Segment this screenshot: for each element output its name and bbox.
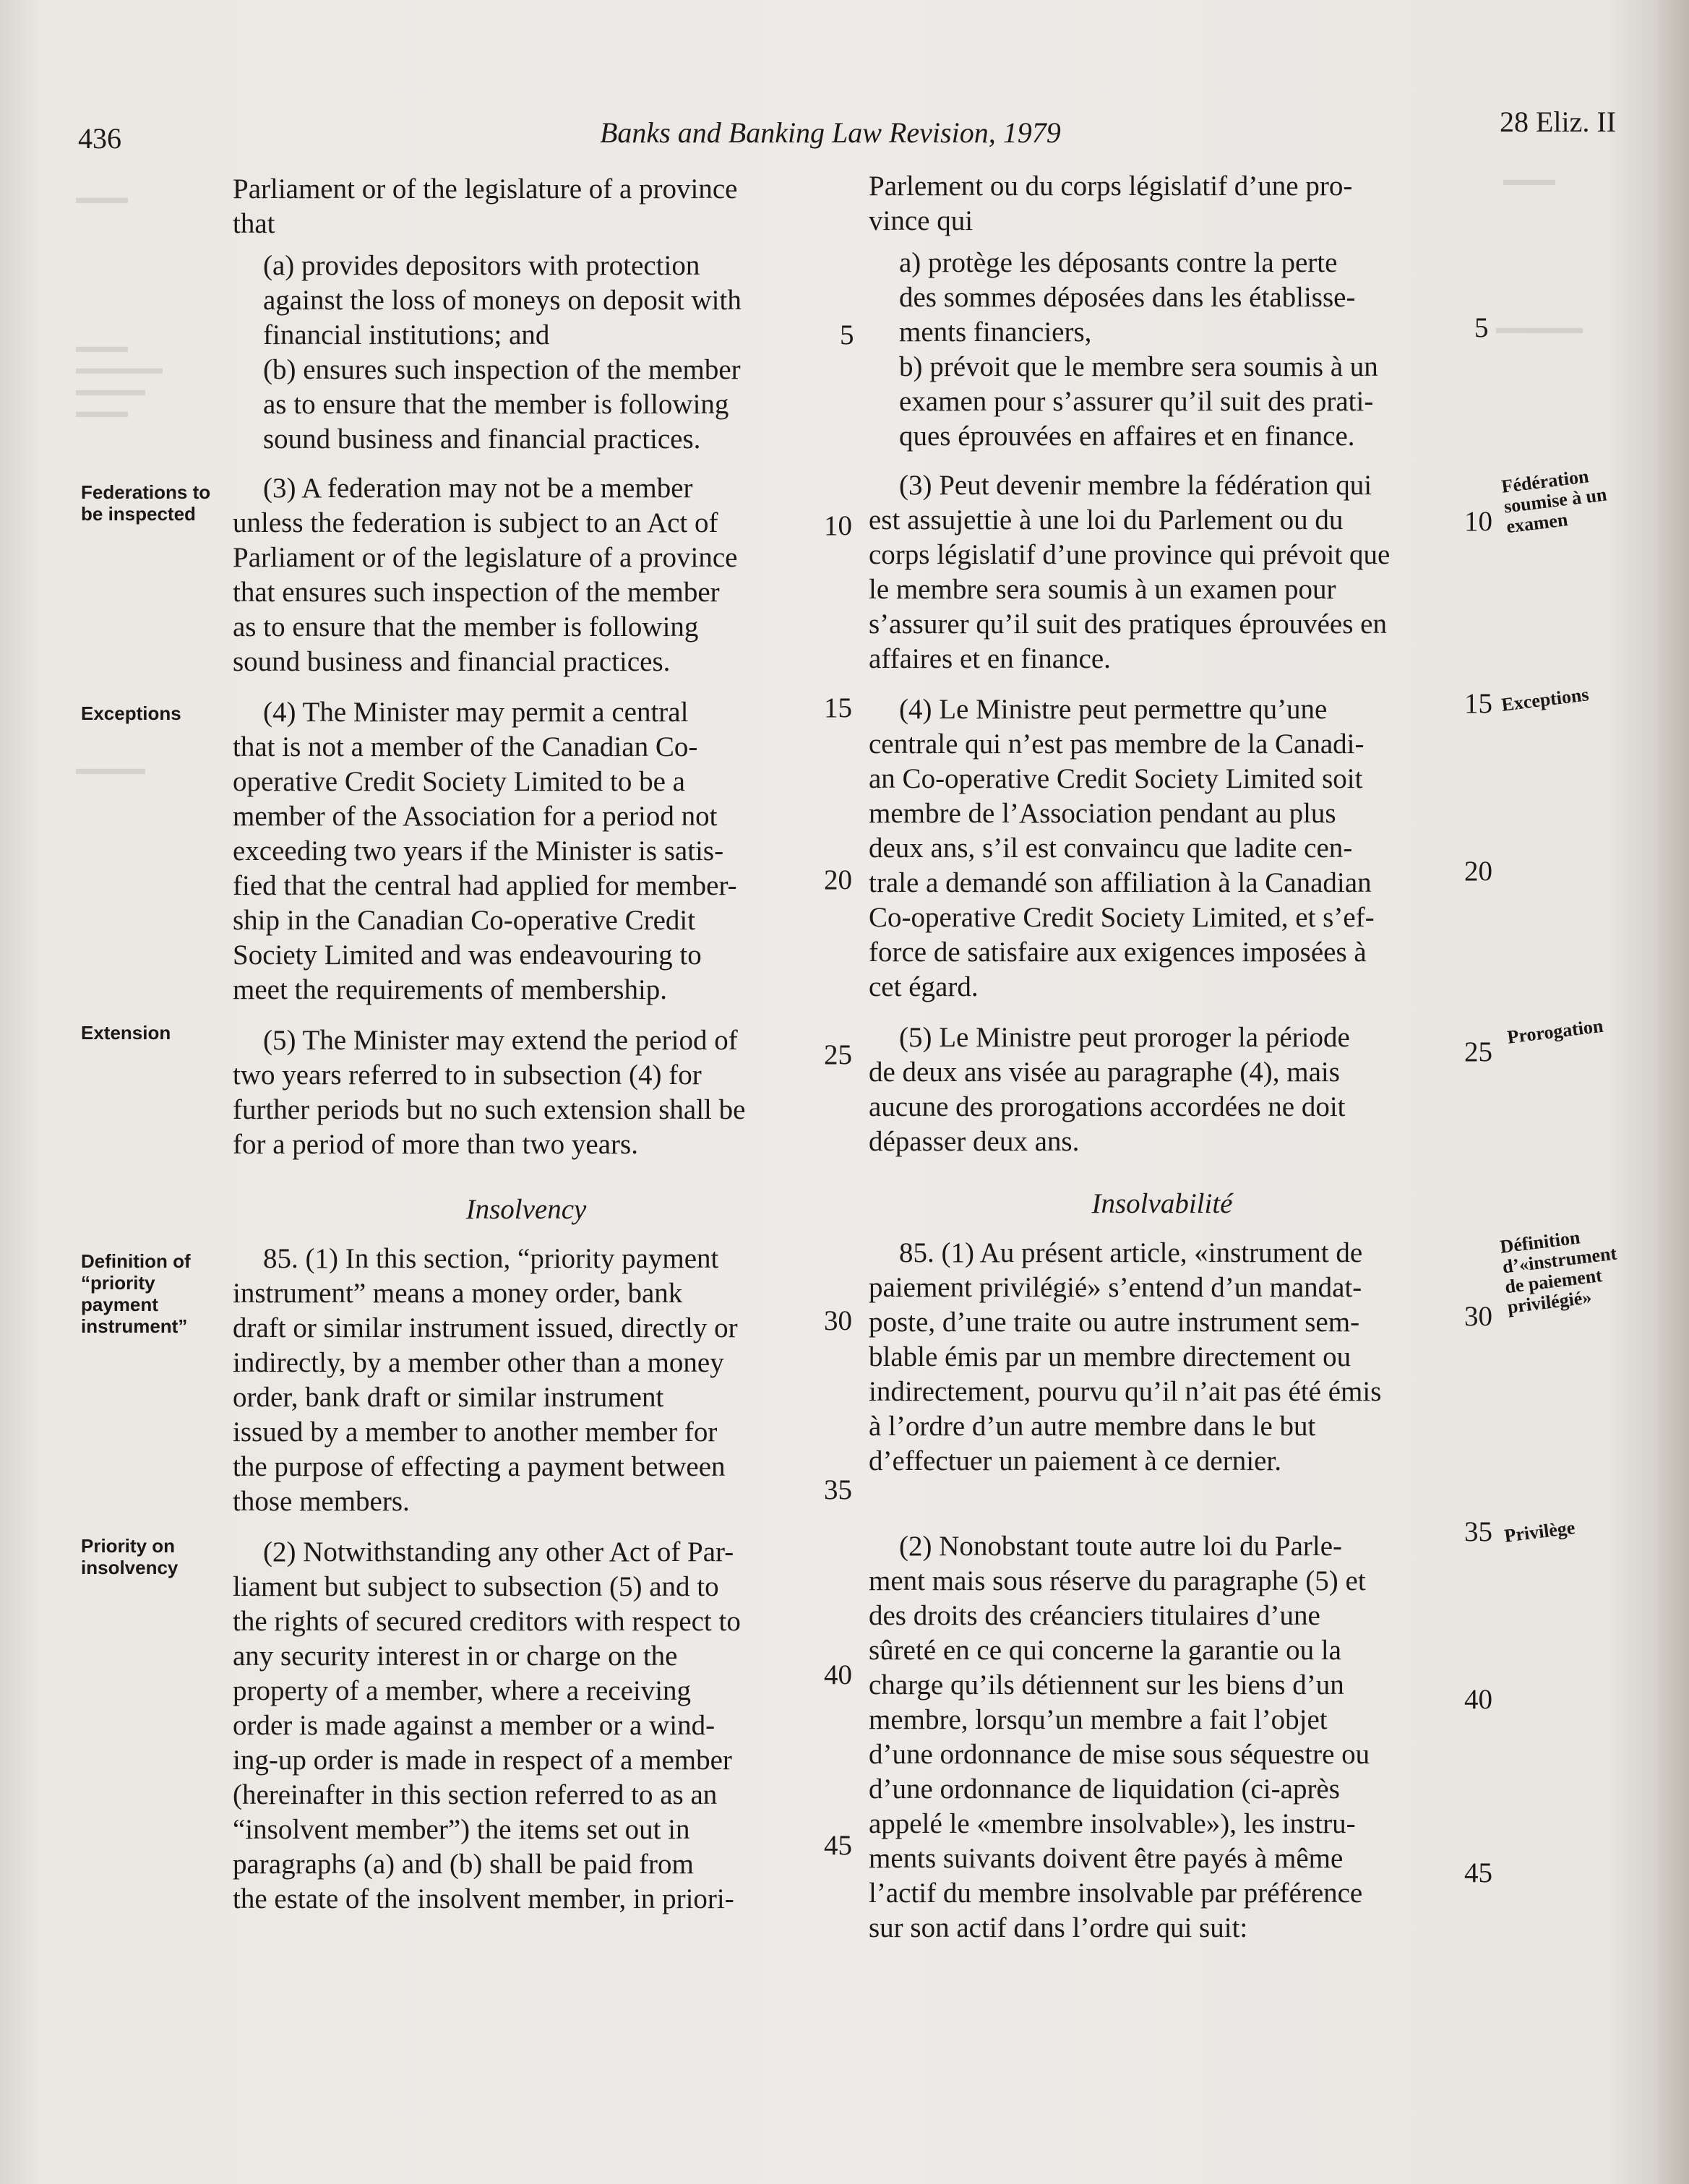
text-line: paiement privilégié» s’entend d’un mandat- bbox=[869, 1272, 1362, 1303]
text-line: cet égard. bbox=[869, 971, 979, 1002]
text-line: deux ans, s’il est convaincu que ladite cen- bbox=[869, 833, 1353, 864]
text-line: member of the Association for a period not bbox=[233, 801, 718, 832]
text-line: (4) Le Ministre peut permettre qu’une bbox=[899, 694, 1328, 725]
section-heading: Insolvabilité bbox=[1091, 1188, 1233, 1219]
text-line: an Co-operative Credit Society Limited soit bbox=[869, 763, 1363, 794]
text-line: paragraphs (a) and (b) shall be paid from bbox=[233, 1849, 694, 1880]
text-line: that is not a member of the Canadian Co- bbox=[233, 731, 698, 762]
page-number: 436 bbox=[78, 122, 121, 155]
marginal-note: Fédération soumise à un examen bbox=[1500, 465, 1608, 538]
text-line: (2) Notwithstanding any other Act of Par- bbox=[263, 1536, 734, 1568]
text-line: order, bank draft or similar instrument bbox=[233, 1382, 664, 1413]
running-title: Banks and Banking Law Revision, 1979 bbox=[600, 116, 1061, 149]
text-line: 85. (1) Au présent article, «instrument de bbox=[899, 1237, 1363, 1268]
text-line: charge qu’ils détiennent sur les biens d’un bbox=[869, 1669, 1344, 1701]
bleed-through: ▬▬▬▬▬ bbox=[1496, 319, 1583, 338]
line-number: 30 bbox=[1464, 1301, 1492, 1332]
text-line: meet the requirements of membership. bbox=[233, 974, 668, 1005]
text-line: the purpose of effecting a payment between bbox=[233, 1451, 726, 1482]
text-line: as to ensure that the member is following bbox=[233, 611, 699, 642]
bleed-through: ▬▬▬▬ bbox=[76, 760, 145, 778]
text-line: affaires et en finance. bbox=[869, 643, 1111, 674]
text-line: ques éprouvées en affaires et en finance. bbox=[899, 421, 1355, 452]
text-line: exceeding two years if the Minister is satis- bbox=[233, 835, 724, 867]
text-line: vince qui bbox=[869, 205, 974, 236]
text-line: sur son actif dans l’ordre qui suit: bbox=[869, 1912, 1248, 1943]
bleed-through: ▬▬▬ bbox=[1503, 171, 1555, 189]
text-line: “insolvent member”) the items set out in bbox=[233, 1814, 690, 1845]
marginal-note: Exceptions bbox=[1500, 684, 1590, 715]
book-binding-shadow bbox=[1659, 0, 1689, 2184]
line-number: 20 bbox=[824, 864, 852, 895]
line-number: 15 bbox=[1464, 688, 1492, 719]
text-line: d’une ordonnance de liquidation (ci-après bbox=[869, 1774, 1340, 1805]
text-line: de deux ans visée au paragraphe (4), mais bbox=[869, 1057, 1340, 1088]
text-line: issued by a member to another member for bbox=[233, 1416, 718, 1448]
text-line: (5) Le Ministre peut proroger la période bbox=[899, 1022, 1350, 1053]
line-number: 40 bbox=[824, 1659, 852, 1690]
text-line: 85. (1) In this section, “priority payment bbox=[263, 1243, 719, 1274]
text-line: operative Credit Society Limited to be a bbox=[233, 766, 685, 797]
marginal-note: Extension bbox=[81, 1022, 171, 1044]
line-number: 20 bbox=[1464, 856, 1492, 887]
text-line: Parliament or of the legislature of a province bbox=[233, 542, 738, 573]
text-line: (3) A federation may not be a member bbox=[263, 473, 693, 504]
line-number: 40 bbox=[1464, 1684, 1492, 1715]
line-number: 10 bbox=[1464, 506, 1492, 537]
marginal-note: Prorogation bbox=[1505, 1015, 1604, 1048]
text-line: sûreté en ce qui concerne la garantie ou la bbox=[869, 1635, 1341, 1666]
text-line: those members. bbox=[233, 1486, 410, 1517]
text-line: force de satisfaire aux exigences imposées à bbox=[869, 937, 1367, 968]
line-number: 15 bbox=[824, 692, 852, 723]
text-line: le membre sera soumis à un examen pour bbox=[869, 574, 1336, 605]
bleed-through: ▬▬▬ ▬▬▬▬▬ ▬▬▬▬ ▬▬▬ bbox=[76, 338, 163, 421]
line-number: 25 bbox=[824, 1039, 852, 1070]
marginal-note: Définition d’«instrument de paiement privilégié» bbox=[1498, 1226, 1618, 1318]
text-line: property of a member, where a receiving bbox=[233, 1675, 692, 1706]
text-line: (5) The Minister may extend the period of bbox=[263, 1025, 738, 1056]
regnal-year: 28 Eliz. II bbox=[1500, 106, 1617, 138]
marginal-note: Exceptions bbox=[81, 702, 181, 724]
text-line: ments financiers, bbox=[899, 317, 1092, 348]
text-line: d’effectuer un paiement à ce dernier. bbox=[869, 1445, 1281, 1476]
section-heading: Insolvency bbox=[465, 1194, 587, 1225]
french-column bbox=[869, 169, 1456, 1946]
text-line: ing-up order is made in respect of a member bbox=[233, 1745, 732, 1776]
text-line: against the loss of moneys on deposit with bbox=[263, 285, 742, 316]
text-line: a) protège les déposants contre la perte bbox=[899, 247, 1338, 278]
text-line: corps législatif d’une province qui prévoit que bbox=[869, 539, 1391, 570]
text-line: Parliament or of the legislature of a province bbox=[233, 173, 738, 205]
text-line: ments suivants doivent être payés à même bbox=[869, 1843, 1344, 1874]
line-number: 10 bbox=[824, 510, 852, 541]
text-line: ship in the Canadian Co-operative Credit bbox=[233, 905, 696, 936]
text-line: s’assurer qu’il suit des pratiques éprouvées en bbox=[869, 609, 1387, 640]
text-line: (b) ensures such inspection of the member bbox=[263, 354, 741, 385]
marginal-note: Federations to be inspected bbox=[81, 481, 211, 525]
text-line: further periods but no such extension shall be bbox=[233, 1094, 746, 1125]
text-line: des sommes déposées dans les établisse- bbox=[899, 282, 1356, 313]
text-line: Co-operative Credit Society Limited, et s’ef- bbox=[869, 902, 1375, 933]
text-line: as to ensure that the member is following bbox=[263, 389, 729, 420]
text-line: the estate of the insolvent member, in priori- bbox=[233, 1883, 734, 1914]
text-line: indirectement, pourvu qu’il n’ait pas été émis bbox=[869, 1376, 1382, 1407]
text-line: centrale qui n’est pas membre de la Canadi- bbox=[869, 728, 1364, 760]
text-line: Society Limited and was endeavouring to bbox=[233, 940, 702, 971]
line-number: 5 bbox=[1474, 312, 1489, 343]
line-number: 45 bbox=[824, 1830, 852, 1861]
text-line: that ensures such inspection of the member bbox=[233, 577, 720, 608]
text-line: unless the federation is subject to an Act of bbox=[233, 507, 718, 538]
text-line: instrument” means a money order, bank bbox=[233, 1278, 683, 1309]
text-line: poste, d’une traite ou autre instrument sem- bbox=[869, 1307, 1360, 1338]
text-line: liament but subject to subsection (5) and to bbox=[233, 1571, 719, 1602]
line-number: 35 bbox=[1464, 1516, 1492, 1547]
text-line: appelé le «membre insolvable»), les instru- bbox=[869, 1808, 1356, 1839]
text-line: est assujettie à une loi du Parlement ou du bbox=[869, 504, 1344, 536]
marginal-note: Priority on insolvency bbox=[81, 1535, 179, 1578]
text-line: (3) Peut devenir membre la fédération qui bbox=[899, 470, 1372, 501]
text-line: dépasser deux ans. bbox=[869, 1126, 1080, 1157]
line-number: 35 bbox=[824, 1474, 852, 1505]
text-line: any security interest in or charge on the bbox=[233, 1641, 678, 1672]
text-line: des droits des créanciers titulaires d’une bbox=[869, 1600, 1320, 1631]
text-line: ment mais sous réserve du paragraphe (5) et bbox=[869, 1565, 1366, 1596]
text-line: the rights of secured creditors with respect to bbox=[233, 1606, 741, 1637]
text-line: order is made against a member or a wind- bbox=[233, 1710, 715, 1741]
text-line: Parlement ou du corps législatif d’une pro- bbox=[869, 171, 1353, 202]
text-line: indirectly, by a member other than a money bbox=[233, 1347, 724, 1378]
text-line: (a) provides depositors with protection bbox=[263, 250, 700, 281]
text-line: membre de l’Association pendant au plus bbox=[869, 798, 1336, 829]
text-line: that bbox=[233, 208, 275, 239]
text-line: b) prévoit que le membre sera soumis à un bbox=[899, 351, 1378, 382]
line-number: 5 bbox=[840, 319, 854, 351]
text-line: two years referred to in subsection (4) for bbox=[233, 1059, 702, 1091]
text-line: trale a demandé son affiliation à la Canadian bbox=[869, 867, 1372, 898]
bleed-through: ▬▬▬ bbox=[76, 189, 128, 207]
marginal-note: Definition of “priority payment instrument” bbox=[81, 1250, 191, 1337]
text-line: sound business and financial practices. bbox=[263, 424, 701, 455]
text-line: (hereinafter in this section referred to as an bbox=[233, 1779, 718, 1810]
marginal-note: Privilège bbox=[1503, 1517, 1576, 1547]
text-line: financial institutions; and bbox=[263, 319, 550, 351]
text-line: fied that the central had applied for member- bbox=[233, 870, 737, 901]
text-line: l’actif du membre insolvable par préférence bbox=[869, 1878, 1363, 1909]
line-number: 30 bbox=[824, 1305, 852, 1336]
text-line: (2) Nonobstant toute autre loi du Parle- bbox=[899, 1531, 1343, 1562]
text-line: aucune des prorogations accordées ne doit bbox=[869, 1091, 1346, 1122]
text-line: sound business and financial practices. bbox=[233, 646, 671, 677]
text-line: (4) The Minister may permit a central bbox=[263, 697, 689, 728]
text-line: draft or similar instrument issued, directly or bbox=[233, 1312, 738, 1343]
text-line: for a period of more than two years. bbox=[233, 1129, 638, 1160]
line-number: 45 bbox=[1464, 1857, 1492, 1888]
line-number: 25 bbox=[1464, 1036, 1492, 1067]
text-line: blable émis par un membre directement ou bbox=[869, 1341, 1351, 1372]
text-line: à l’ordre d’un autre membre dans le but bbox=[869, 1411, 1316, 1442]
text-line: membre, lorsqu’un membre a fait l’objet bbox=[869, 1704, 1328, 1735]
english-column bbox=[233, 172, 820, 1917]
text-line: examen pour s’assurer qu’il suit des prati- bbox=[899, 386, 1374, 417]
text-line: d’une ordonnance de mise sous séquestre ou bbox=[869, 1739, 1370, 1770]
